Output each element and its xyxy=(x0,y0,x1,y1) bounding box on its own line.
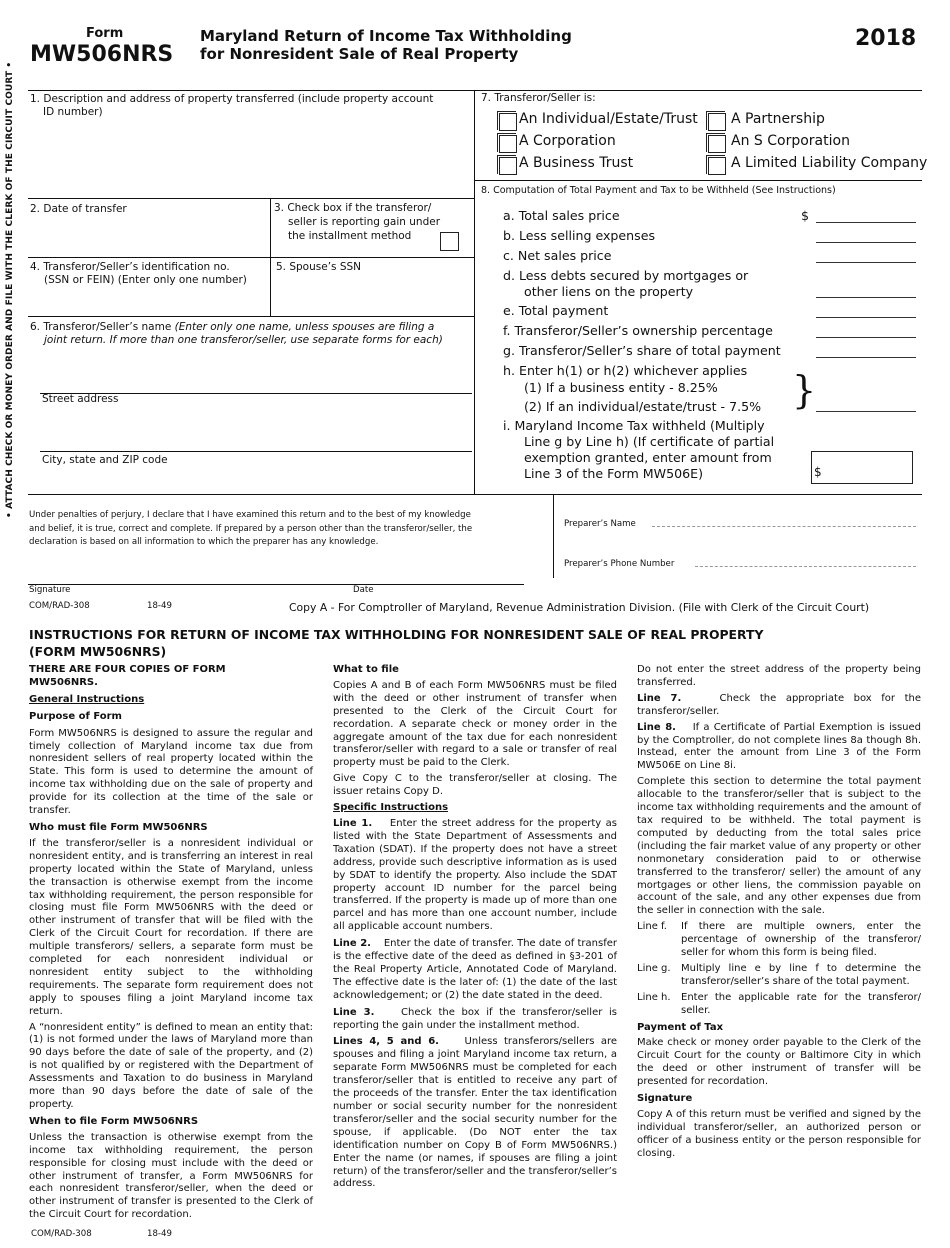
line-8g-field[interactable] xyxy=(816,357,916,358)
individual-option: An Individual/Estate/Trust xyxy=(519,111,698,127)
s-corporation-checkbox[interactable] xyxy=(708,135,726,153)
signature-heading: Signature xyxy=(637,1093,693,1105)
field6-label: 6. Transferor/Seller’s name (Enter only one name, unless spouses are filing a joint return. If more than one transferor/seller, use separate forms for each) xyxy=(30,321,443,346)
instructions-column-1 xyxy=(29,664,313,1222)
line-8h-label: h. Enter h(1) or h(2) whichever applies (1) If a business entity - 8.25% (2) If an individual/estate/trust - 7.5% xyxy=(503,363,762,414)
date-label: Date xyxy=(353,585,374,595)
line-8h-field[interactable] xyxy=(816,411,916,412)
copies-note: THERE ARE FOUR COPIES OF FORM MW506NRS. xyxy=(29,664,226,688)
top-rule xyxy=(28,90,922,91)
form-title-line1: Maryland Return of Income Tax Withholding xyxy=(200,27,572,45)
preparer-divider xyxy=(553,494,554,578)
preparer-phone-field[interactable] xyxy=(695,566,916,567)
perjury-declaration: Under penalties of perjury, I declare that I have examined this return and to the best of my knowledge and belief, it is true, correct and complete. If prepared by a person other than the transferor/seller, the declaration is based on all information to which the preparer has any knowledge. xyxy=(29,510,473,547)
section-bottom-rule xyxy=(28,494,922,495)
line-8a-label: a. Total sales price xyxy=(503,208,620,223)
line-8c-field[interactable] xyxy=(816,262,916,263)
field3-label: 3. Check box if the transferor/ seller is reporting gain under the installment method xyxy=(274,202,441,242)
llc-option: A Limited Liability Company xyxy=(731,155,928,171)
partnership-checkbox[interactable] xyxy=(708,113,726,131)
line-8g-label: g. Transferor/Seller’s share of total payment xyxy=(503,343,781,358)
no-street-note: Do not enter the street address of the property being transferred. xyxy=(637,664,921,688)
corporation-checkbox[interactable] xyxy=(499,135,517,153)
llc-checkbox[interactable] xyxy=(708,157,726,175)
copy-a-note: Copy A - For Comptroller of Maryland, Revenue Administration Division. (File with Clerk of the Circuit Court) xyxy=(289,601,870,614)
center-divider xyxy=(474,90,475,494)
installment-checkbox[interactable] xyxy=(440,232,459,251)
corporation-option: A Corporation xyxy=(519,133,616,149)
line-8f-label: f. Transferor/Seller’s ownership percentage xyxy=(503,323,773,338)
line-8d-field[interactable] xyxy=(816,297,916,298)
field2-label: 2. Date of transfer xyxy=(30,203,127,215)
preparer-name-label: Preparer’s Name xyxy=(564,519,636,529)
s-corporation-option: An S Corporation xyxy=(731,133,850,149)
line-8d-label: d. Less debts secured by mortgages or other liens on the property xyxy=(503,268,749,299)
form-title xyxy=(200,27,572,63)
signature-text: Copy A of this return must be verified and signed by the individual transferor/seller, an authorized person or officer of a business entity or the person responsible for closing. xyxy=(637,1109,921,1159)
when-heading: When to file Form MW506NRS xyxy=(29,1115,199,1127)
form-label: Form xyxy=(86,26,124,41)
what-heading: What to file xyxy=(333,664,399,675)
field1-label: 1. Description and address of property transferred (include property account ID number) xyxy=(30,93,434,118)
street-line xyxy=(40,451,472,452)
copy-c-text: Give Copy C to the transferor/seller at closing. The issuer retains Copy D. xyxy=(333,773,617,798)
form-code: MW506NRS xyxy=(30,42,174,67)
rate-brace: } xyxy=(792,368,817,412)
nonresident-entity-text: A “nonresident entity” is defined to mean an entity that: (1) is not formed under the laws of Maryland more than 90 days before the date of sale of the property, and (2) is not qualified by or registered with the Department of Assessments and Taxation to do business in Maryland more than 90 days before the date of sale of the property. xyxy=(29,1021,313,1110)
line-8b-field[interactable] xyxy=(816,242,916,243)
computation-heading: 8. Computation of Total Payment and Tax to be Withheld (See Instructions) xyxy=(481,185,836,196)
line3-instruction: Line 3. Check the box if the transferor/seller is reporting the gain under the installment method. xyxy=(333,1006,617,1031)
field4-label: 4. Transferor/Seller’s identification no. (SSN or FEIN) (Enter only one number) xyxy=(30,261,247,286)
signature-line xyxy=(28,584,524,585)
who-heading: Who must file Form MW506NRS xyxy=(29,821,208,833)
purpose-heading: Purpose of Form xyxy=(29,710,122,722)
preparer-name-field[interactable] xyxy=(652,526,916,527)
seller-type-label: 7. Transferor/Seller is: xyxy=(481,92,596,104)
sidebar-instruction: • ATTACH CHECK OR MONEY ORDER AND FILE WITH THE CLERK OF THE CIRCUIT COURT • xyxy=(5,61,15,518)
payment-text: Make check or money order payable to the Clerk of the Circuit Court for the county or Baltimore City in which the deed or other instrument of transfer will be presented for recordation. xyxy=(637,1037,921,1088)
general-instructions-heading: General Instructions xyxy=(29,693,145,705)
revision-code: 18-49 xyxy=(147,601,172,611)
line2-instruction: Line 2. Enter the date of transfer. The date of transfer is the effective date of the deed as defined in §3-201 of the Real Property Article, Annotated Code of Maryland. The effective date is the later of: (1) the date of the last acknowledgement; or (2) the date stated in the deed. xyxy=(333,938,618,1001)
line-8i-dollar: $ xyxy=(814,465,822,479)
business-trust-checkbox[interactable] xyxy=(499,157,517,175)
line-8a-field[interactable] xyxy=(816,222,916,223)
partnership-option: A Partnership xyxy=(731,111,825,127)
line8-instruction: Line 8. If a Certificate of Partial Exemption is issued by the Comptroller, do not complete lines 8a though 8h. Instead, enter the amount from Line 3 of the Form MW506E on Line 8i. xyxy=(637,721,921,772)
lineh-instruction: Line h. Enter the applicable rate for the transferor/ seller. xyxy=(637,991,921,1016)
field4-rule xyxy=(28,316,474,317)
computation-text: Complete this section to determine the total payment allocable to the transferor/seller that is subject to the income tax withholding requirements and the amount of tax required to be withheld. The total payment is computed by deducting from the total sales price (including the fair market value of any property or other nonmonetary consideration paid to or otherwise transferred to the transferor/ seller) the amount of any mortgages or other liens, the commission payable on account of the sale, and any other expenses due from the seller in connection with the sale. xyxy=(637,776,921,917)
specific-instructions-heading: Specific Instructions xyxy=(333,802,449,814)
preparer-phone-label: Preparer’s Phone Number xyxy=(564,559,675,569)
line-8i-field[interactable] xyxy=(811,451,913,484)
field5-label: 5. Spouse’s SSN xyxy=(276,261,362,273)
city-state-zip-label: City, state and ZIP code xyxy=(42,454,168,466)
form-title-line2: for Nonresident Sale of Real Property xyxy=(200,45,519,63)
line-8a-dollar: $ xyxy=(801,208,810,223)
linef-instruction: Line f. If there are multiple owners, enter the percentage of ownership of the transferor/ seller for whom this form is being filed. xyxy=(637,921,921,959)
purpose-text: Form MW506NRS is designed to assure the regular and timely collection of Maryland income tax due from nonresident sellers of real property located within the State. This form is used to determine the amount of income tax withholding due on the sale of property and provide for its collection at the time of the sale or transfer. xyxy=(29,727,313,817)
when-text: Unless the transaction is otherwise exempt from the income tax withholding requirement, the person responsible for closing must include with the deed or other instrument of transfer, a Form MW506NRS for each nonresident transferor/seller, when the deed or other instrument of transfer is presented to the Clerk of the Circuit Court for recordation. xyxy=(29,1131,313,1221)
line-8e-field[interactable] xyxy=(816,317,916,318)
line1-instruction: Line 1. Enter the street address for the property as listed with the State Department of Assessments and Taxation (SDAT). If the property does not have a street address, provide such descriptive information as is used by SDAT to identify the property. Also include the SDAT property account ID number for the parcel being transferred. If the property is made up of more than one parcel and has more than one account number, include all applicable account numbers. xyxy=(333,817,617,933)
line-8b-label: b. Less selling expenses xyxy=(503,228,656,243)
signature-label: Signature xyxy=(29,585,71,595)
line7-instruction: Line 7. Check the appropriate box for the transferor/seller. xyxy=(637,692,921,717)
instructions-column-2 xyxy=(333,664,617,1191)
business-trust-option: A Business Trust xyxy=(519,155,634,171)
form-number: COM/RAD-308 xyxy=(29,601,90,611)
street-address-label: Street address xyxy=(42,393,119,405)
field2-rule xyxy=(28,257,474,258)
line-8f-field[interactable] xyxy=(816,337,916,338)
line-8i-label: i. Maryland Income Tax withheld (Multiply Line g by Line h) (If certificate of partial exemption granted, enter amount from Line 3 of the Form MW506E) xyxy=(503,418,775,481)
line-8e-label: e. Total payment xyxy=(503,303,609,318)
instructions-title: INSTRUCTIONS FOR RETURN OF INCOME TAX WITHHOLDING FOR NONRESIDENT SALE OF REAL PROPERTY (FORM MW506NRS) xyxy=(29,627,764,659)
section7-rule xyxy=(474,180,922,181)
payment-heading: Payment of Tax xyxy=(637,1021,724,1033)
who-text: If the transferor/seller is a nonresident individual or nonresident entity, and is transferring an interest in real property located within the State of Maryland, unless the transaction is otherwise exempt from the income tax withholding requirement, the person responsible for closing must file Form MW506NRS with the deed or other instrument of transfer that will be filed with the Clerk of the Circuit Court for recordation. If there are multiple transferors/ sellers, a separate form must be completed for each nonresident individual or nonresident entity subject to the withholding requirements. The separate form requirement does not apply to spouses filing a joint Maryland income tax return. xyxy=(29,837,313,1017)
tax-year: 2018 xyxy=(855,26,917,51)
individual-checkbox[interactable] xyxy=(499,113,517,131)
bottom-revision-code: 18-49 xyxy=(147,1229,172,1239)
lines456-instruction: Lines 4, 5 and 6. Unless transferors/sellers are spouses and filing a joint Maryland income tax return, a separate Form MW506NRS must be completed for each transferor/seller that is entitled to receive any part of the proceeds of the transfer. Enter the tax identification number or social security number for the nonresident transferor/seller and the social security number for the spouse, if applicable. (Do NOT enter the tax identification number on Copy B of Form MW506NRS.) Enter the name (or names, if spouses are filing a joint return) of the transferor/seller and the transferor/seller’s address. xyxy=(333,1036,617,1190)
bottom-form-number: COM/RAD-308 xyxy=(31,1229,92,1239)
line-8c-label: c. Net sales price xyxy=(503,248,612,263)
instructions-column-3 xyxy=(637,664,921,1161)
lineg-instruction: Line g. Multiply line e by line f to determine the transferor/seller’s share of the total payment. xyxy=(637,962,921,987)
what-text: Copies A and B of each Form MW506NRS must be filed with the deed or other instrument of transfer when presented to the Clerk of the Circuit Court for recordation. A separate check or money order in the aggregate amount of the tax due for each nonresident transferor/seller with regard to a sale or transfer of real property must be paid to the Clerk. xyxy=(333,679,617,769)
field1-rule xyxy=(28,198,474,199)
